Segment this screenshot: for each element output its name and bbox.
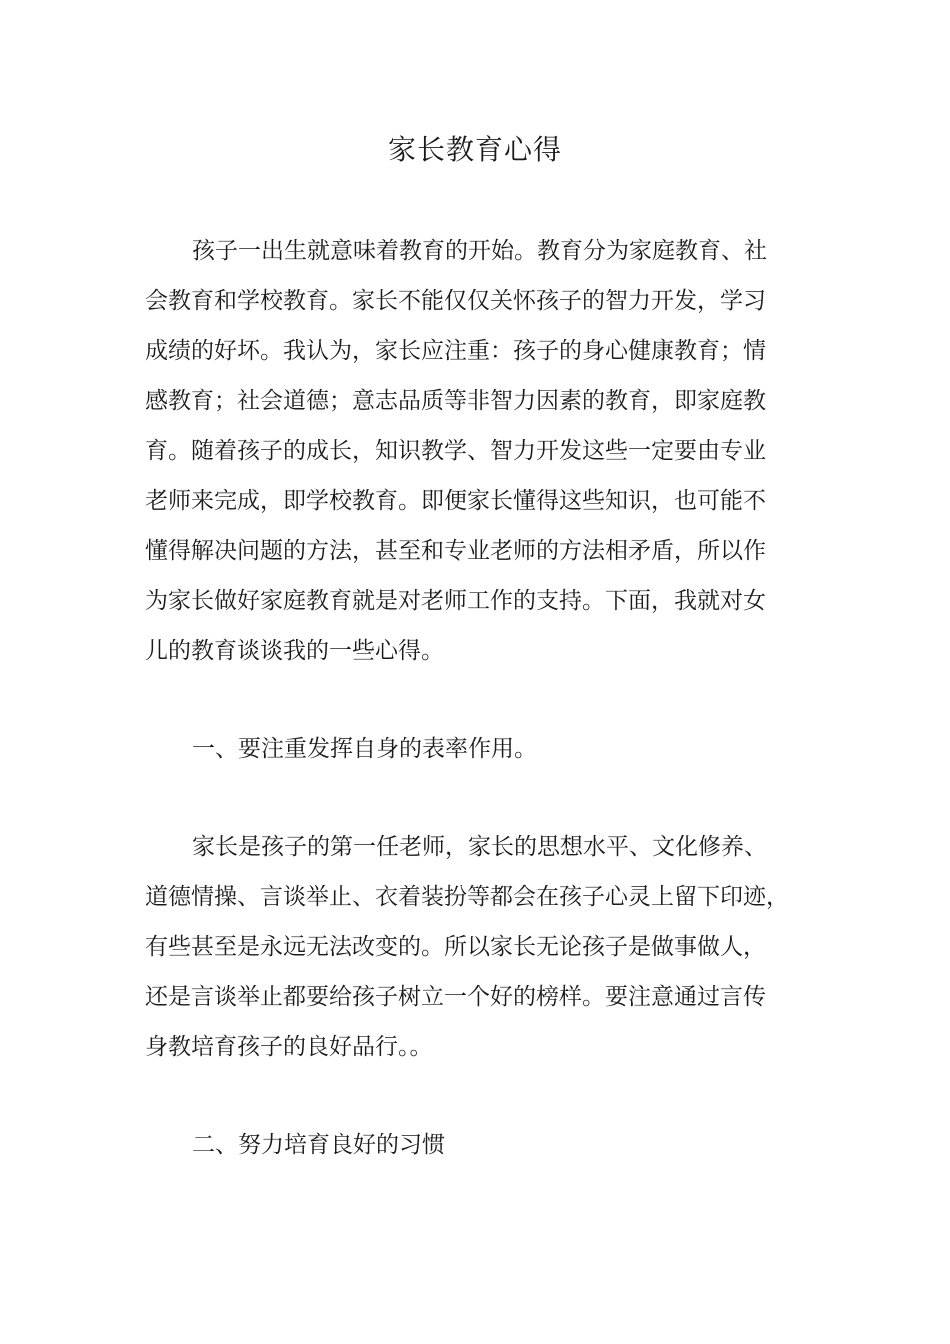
paragraph-role-model: [145, 822, 825, 1072]
paragraph-line: 老师来完成，即学校教育。即便家长懂得这些知识，也可能不: [145, 488, 766, 514]
paragraph-line: 还是言谈举止都要给孩子树立一个好的榜样。要注意通过言传: [145, 984, 766, 1010]
paragraph-line: 儿的教育谈谈我的一些心得。: [145, 638, 444, 664]
section-heading-2: [145, 1120, 825, 1170]
paragraph-line: 会教育和学校教育。家长不能仅仅关怀孩子的智力开发，学习: [145, 288, 766, 314]
paragraph-line: 身教培育孩子的良好品行。。: [145, 1034, 433, 1060]
section-heading-text: 一、要注重发挥自身的表率作用。: [192, 736, 537, 762]
paragraph-line: 家长是孩子的第一任老师，家长的思想水平、文化修养、: [192, 834, 767, 860]
paragraph-line: 有些甚至是永远无法改变的。所以家长无论孩子是做事做人，: [145, 934, 766, 960]
section-heading-text: 二、努力培育良好的习惯: [192, 1132, 445, 1158]
paragraph-line: 孩子一出生就意味着教育的开始。教育分为家庭教育、社: [192, 238, 767, 264]
paragraph-line: 懂得解决问题的方法，甚至和专业老师的方法相矛盾，所以作: [145, 538, 766, 564]
paragraph-line: 为家长做好家庭教育就是对老师工作的支持。下面，我就对女: [145, 588, 766, 614]
paragraph-intro: [145, 226, 825, 676]
paragraph-line: 感教育；社会道德；意志品质等非智力因素的教育，即家庭教: [145, 388, 766, 414]
page-title: 家长教育心得: [387, 133, 562, 166]
paragraph-line: 育。随着孩子的成长，知识教学、智力开发这些一定要由专业: [145, 438, 766, 464]
section-heading-1: [145, 724, 825, 774]
paragraph-line: 道德情操、言谈举止、衣着装扮等都会在孩子心灵上留下印迹，: [145, 884, 789, 910]
paragraph-line: 成绩的好坏。我认为，家长应注重：孩子的身心健康教育；情: [145, 338, 766, 364]
